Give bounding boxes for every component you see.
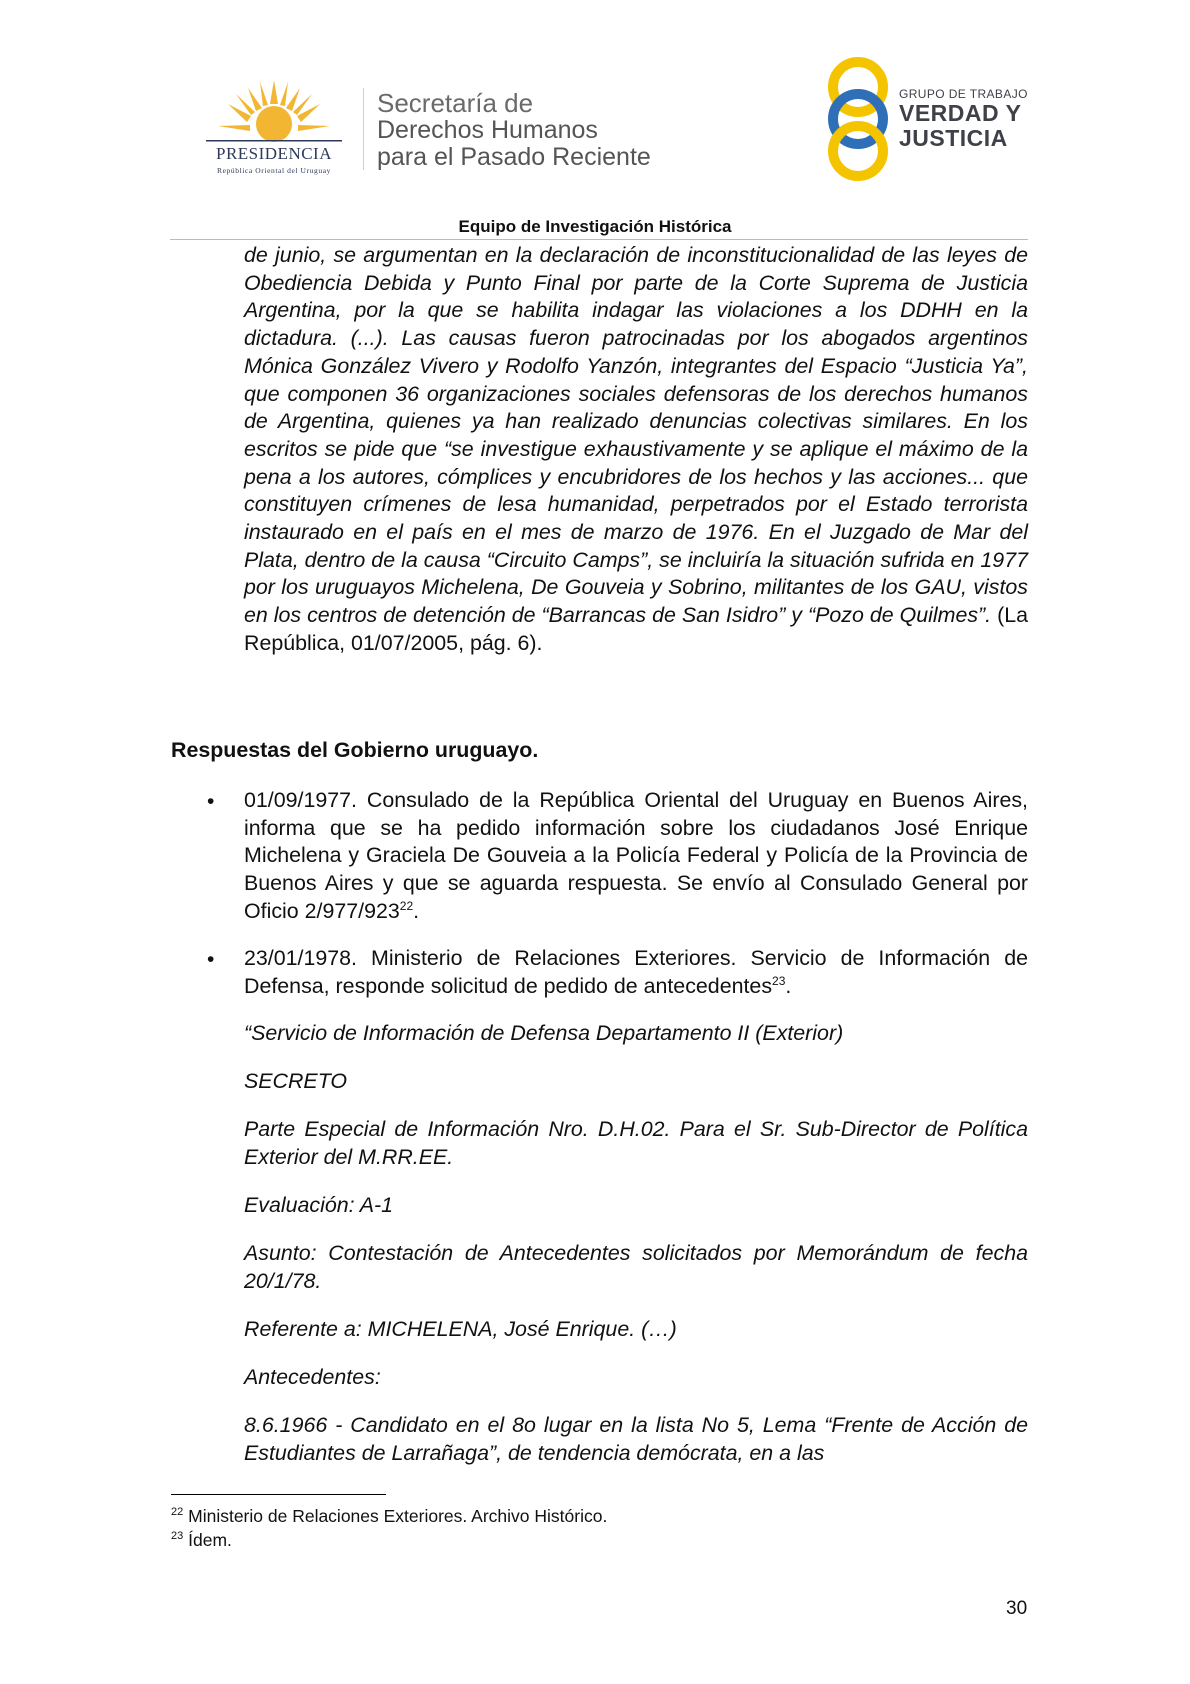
- doc-paragraph: Antecedentes:: [244, 1365, 381, 1389]
- presidencia-subtitle: República Oriental del Uruguay: [216, 166, 331, 175]
- footnote-ref: 23: [772, 973, 786, 988]
- section-title: Respuestas del Gobierno uruguayo.: [171, 738, 539, 762]
- doc-paragraph: Referente a: MICHELENA, José Enrique. (…): [244, 1317, 677, 1341]
- sun-emblem-icon: [196, 78, 352, 148]
- bullet-item: [244, 787, 1028, 926]
- verdad-justicia-logo: [822, 55, 1032, 183]
- bullet-item: [244, 945, 1028, 1000]
- team-title: Equipo de Investigación Histórica: [458, 217, 732, 236]
- secretaria-line-1: Secretaría de: [377, 88, 534, 118]
- header-rule: [170, 239, 1028, 240]
- footnote-rule: [171, 1494, 386, 1495]
- gtvj-line-1: GRUPO DE TRABAJO: [899, 87, 1028, 101]
- doc-paragraph: Parte Especial de Información Nro. D.H.02. Para el Sr. Sub-Director de Política Exterior del M.RR.EE.: [244, 1117, 1028, 1169]
- bullet-symbol: •: [207, 948, 215, 971]
- footnote: [171, 1506, 607, 1527]
- secretaria-logo-text: [377, 90, 651, 171]
- quoted-passage-text: de junio, se argumentan en la declaración de inconstitucionalidad de las leyes de Obediencia Debida y Punto Final por parte de la Corte Suprema de Justicia Argentina, por la que se habilita indagar las violaciones a los DDHH en la dictadura. (...). Las causas fueron patrocinadas por los abogados argentinos Mónica González Vivero y Rodolfo Yanzón, integrantes del Espacio “Justicia Ya”, que componen 36 organizaciones sociales defensoras de los derechos humanos de Argentina, quienes ya han realizado denuncias colectivas similares. En los escritos se pide que “se investigue exhaustivamente y se aplique el máximo de la pena a los autores, cómplices y encubridores de los hechos y las acciones... que constituyen crímenes de lesa humanidad, perpetrados por el Estado terrorista instaurado en el país en el mes de marzo de 1976. En el Juzgado de Mar del Plata, dentro de la causa “Circuito Camps”, se incluiría la situación sufrida en 1977 por los uruguayos Michelena, De Gouveia y Sobrino, militantes de los GAU, vistos en los centros de detención de “Barrancas de San Isidro” y “Pozo de Quilmes”.: [244, 243, 1028, 628]
- bullet-item-tail: .: [785, 973, 792, 998]
- bullet-symbol: •: [207, 790, 215, 813]
- gtvj-line-3: JUSTICIA: [899, 125, 1008, 151]
- doc-paragraph: “Servicio de Información de Defensa Departamento II (Exterior): [244, 1021, 844, 1045]
- footnote-ref: 22: [399, 898, 414, 913]
- secretaria-line-2: Derechos Humanos: [377, 116, 598, 144]
- doc-paragraph: Evaluación: A-1: [244, 1193, 394, 1217]
- bullet-item-tail: .: [413, 898, 420, 923]
- footnote-number: 22: [171, 1506, 184, 1519]
- presidencia-logo: [196, 78, 352, 178]
- footnote-text: Ministerio de Relaciones Exteriores. Archivo Histórico.: [188, 1506, 608, 1526]
- bullet-item-text: 01/09/1977. Consulado de la República Oriental del Uruguay en Buenos Aires, informa que se ha pedido información sobre los ciudadanos José Enrique Michelena y Graciela De Gouveia a la Policía Federal y Policía de la Provincia de Buenos Aires y que se aguarda respuesta. Se envío al Consulado General por Oficio 2/977/923: [244, 788, 1028, 923]
- footnote-number: 23: [171, 1530, 184, 1543]
- secretaria-line-3: para el Pasado Reciente: [377, 143, 651, 171]
- bullet-item-text: 23/01/1978. Ministerio de Relaciones Exteriores. Servicio de Información de Defensa, responde solicitud de pedido de antecedentes: [244, 946, 1028, 998]
- quote-source: (La República, 01/07/2005, pág. 6).: [244, 603, 1029, 655]
- doc-paragraph: 8.6.1966 - Candidato en el 8o lugar en la lista No 5, Lema “Frente de Acción de Estudiantes de Larrañaga”, de tendencia demócrata, en a las: [244, 1413, 1028, 1465]
- doc-paragraph: Asunto: Contestación de Antecedentes solicitados por Memorándum de fecha 20/1/78.: [244, 1241, 1028, 1293]
- presidencia-name: PRESIDENCIA: [215, 144, 332, 163]
- gtvj-line-2: VERDAD Y: [899, 100, 1022, 126]
- quoted-passage: [244, 242, 1028, 658]
- footnote: [171, 1530, 232, 1551]
- linked-rings-icon: [822, 55, 894, 183]
- doc-paragraph: SECRETO: [244, 1069, 348, 1093]
- page-number: 30: [1006, 1598, 1028, 1619]
- footnote-text: Ídem.: [188, 1530, 232, 1550]
- header-divider: [363, 88, 364, 170]
